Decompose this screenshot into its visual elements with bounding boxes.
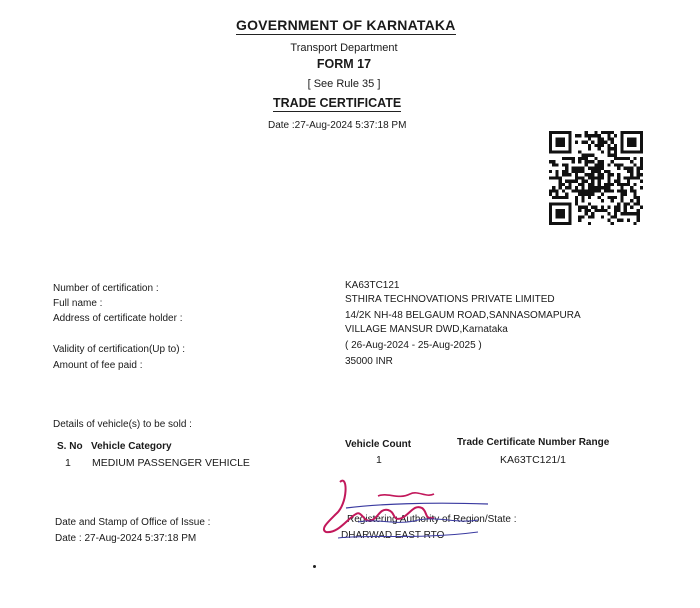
authority-label: Registering Authority of Region/State : <box>347 514 517 525</box>
department-name: Transport Department <box>290 42 398 54</box>
address-label: Address of certificate holder : <box>53 313 183 324</box>
name-value: STHIRA TECHNOVATIONS PRIVATE LIMITED <box>345 294 555 305</box>
address-line2: VILLAGE MANSUR DWD,Karnataka <box>345 324 508 335</box>
validity-value: ( 26-Aug-2024 - 25-Aug-2025 ) <box>345 340 482 351</box>
row-category: MEDIUM PASSENGER VEHICLE <box>92 457 250 469</box>
government-title: GOVERNMENT OF KARNATAKA <box>236 17 456 33</box>
address-line1: 14/2K NH-48 BELGAUM ROAD,SANNASOMAPURA <box>345 310 581 321</box>
signature-stamp <box>318 474 498 554</box>
rule-reference: [ See Rule 35 ] <box>307 78 381 90</box>
fee-label: Amount of fee paid : <box>53 360 143 371</box>
vehicles-section-label: Details of vehicle(s) to be sold : <box>53 419 192 430</box>
header-range: Trade Certificate Number Range <box>457 437 610 448</box>
number-label: Number of certification : <box>53 283 159 294</box>
form-number: FORM 17 <box>316 57 372 71</box>
authority-name: DHARWAD EAST RTO <box>341 530 445 541</box>
fee-value: 35000 INR <box>345 356 393 367</box>
name-label: Full name : <box>53 298 103 309</box>
issue-date: Date :27-Aug-2024 5:37:18 PM <box>268 120 407 131</box>
header-category: Vehicle Category <box>91 441 172 452</box>
qr-code <box>549 131 643 225</box>
number-value: KA63TC121 <box>345 280 400 291</box>
header-sno: S. No <box>57 441 83 452</box>
stamp-label: Date and Stamp of Office of Issue : <box>55 517 211 528</box>
row-count: 1 <box>376 454 382 466</box>
stray-dot <box>313 565 316 568</box>
row-sno: 1 <box>65 457 71 469</box>
header-count: Vehicle Count <box>345 439 412 450</box>
stamp-date: Date : 27-Aug-2024 5:37:18 PM <box>55 533 197 544</box>
validity-label: Validity of certification(Up to) : <box>53 344 186 355</box>
row-range: KA63TC121/1 <box>500 454 566 466</box>
certificate-title: TRADE CERTIFICATE <box>273 96 402 110</box>
